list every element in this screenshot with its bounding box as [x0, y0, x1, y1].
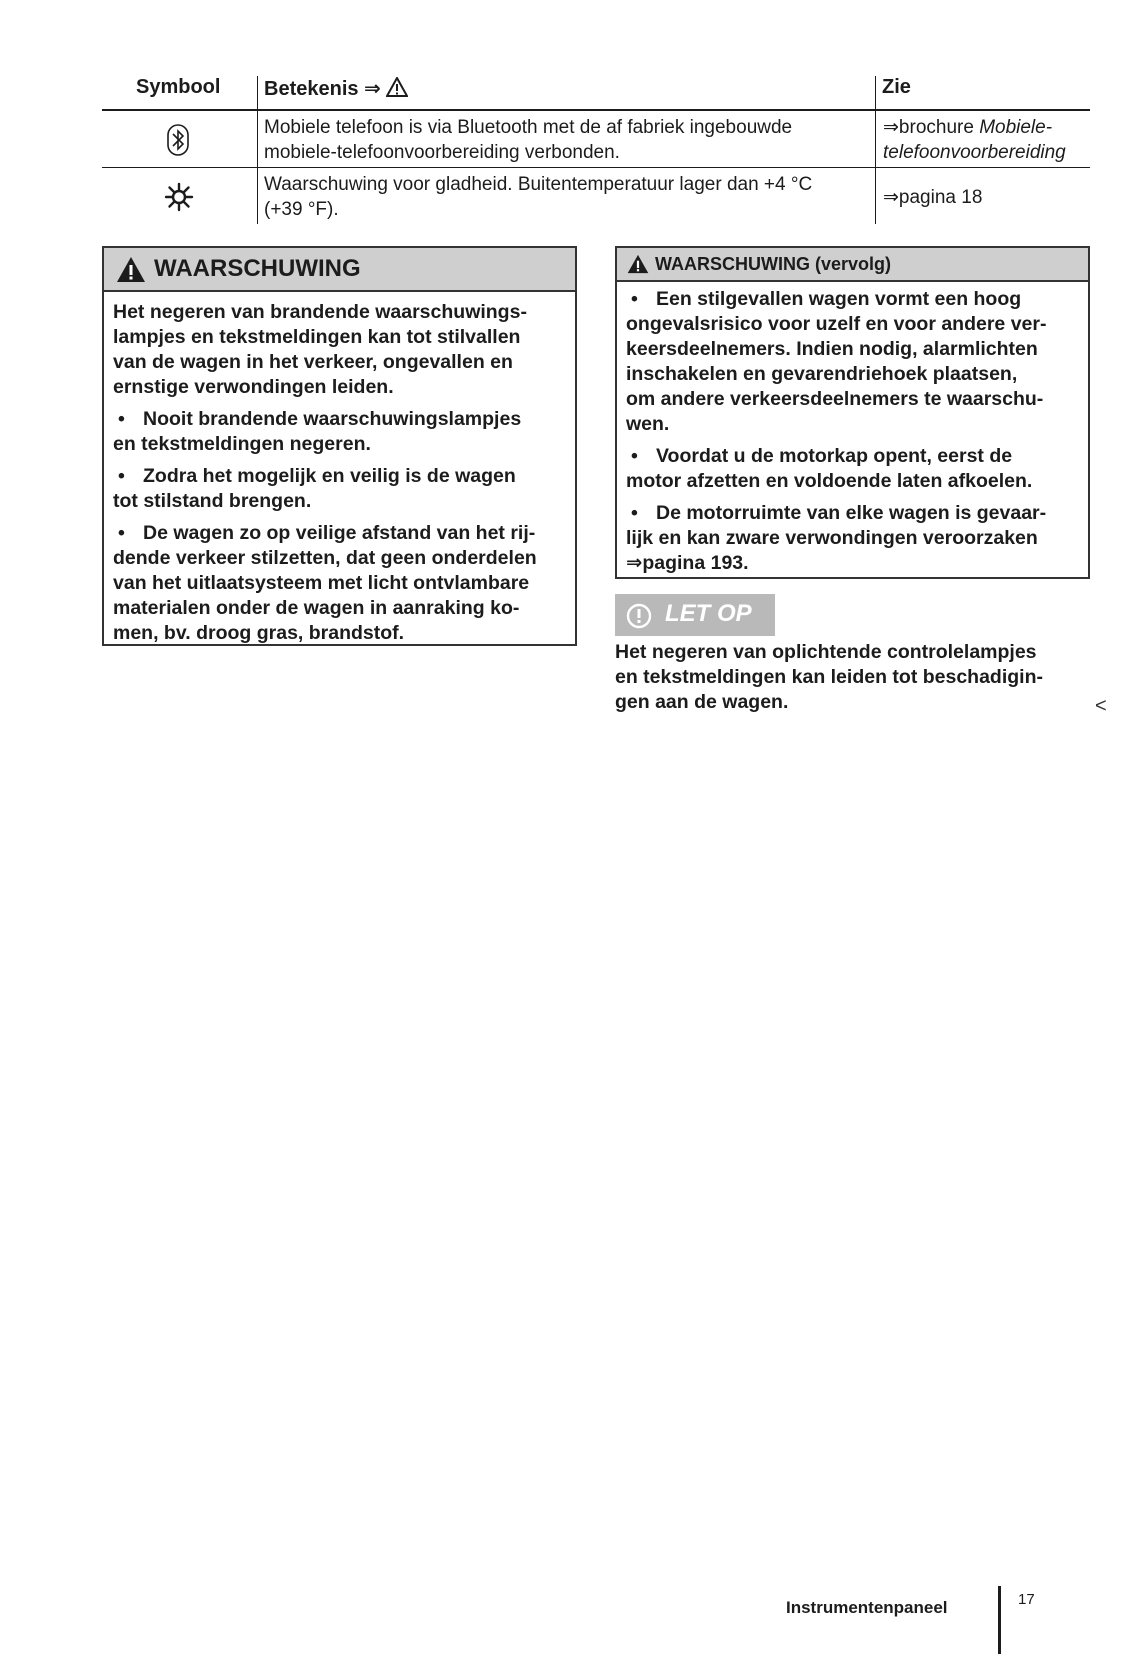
- warning-continued-box: [615, 246, 1090, 579]
- header-meaning: Betekenis ⇒: [264, 76, 408, 110]
- bullet-icon: •: [118, 408, 125, 430]
- page-reference[interactable]: ⇒pagina 193.: [626, 552, 749, 574]
- warning-body: [104, 292, 575, 646]
- footer-divider: [998, 1586, 1001, 1654]
- table-row-1-meaning: Mobiele telefoon is via Bluetooth met de af fabriek ingebouwde mobiele-telefoonvoorbereiding verbonden.: [264, 117, 793, 163]
- column-divider: [875, 76, 876, 224]
- page-number: 17: [1018, 1591, 1035, 1608]
- list-item: • De motorruimte van elke wagen is gevaar- lijk en kan zware verwondingen veroorzaken ⇒pagina 193.: [626, 502, 1047, 574]
- table-row-2-meaning: Waarschuwing voor gladheid. Buitentemperatuur lager dan +4 °C (+39 °F).: [264, 174, 813, 220]
- header-see: Zie: [882, 76, 911, 98]
- end-of-section-mark: <: [1095, 695, 1107, 717]
- bullet-icon: •: [631, 288, 638, 310]
- warning-title: WAARSCHUWING: [154, 255, 361, 282]
- warning-header: [104, 248, 575, 292]
- warning-triangle-icon: [627, 254, 649, 274]
- footer-section-title: Instrumentenpaneel: [786, 1598, 948, 1617]
- bullet-icon: •: [631, 502, 638, 524]
- warning-title: WAARSCHUWING (vervolg): [655, 254, 892, 274]
- note-header: [615, 594, 775, 636]
- header-rule: [102, 109, 1090, 111]
- note-body: Het negeren van oplichtende controlelampjes en tekstmeldingen kan leiden tot beschadigin- gen aan de wagen.: [615, 641, 1043, 713]
- list-item: • Zodra het mogelijk en veilig is de wagen tot stilstand brengen.: [113, 465, 516, 512]
- list-item: • Nooit brandende waarschuwingslampjes en tekstmeldingen negeren.: [113, 408, 522, 455]
- bluetooth-icon: [166, 123, 190, 157]
- table-row-2-symbol: [164, 182, 194, 217]
- header-symbol: Symbool: [136, 76, 221, 98]
- list-item: • De wagen zo op veilige afstand van het rij- dende verkeer stilzetten, dat geen onderdelen van het uitlaatsysteem met licht ontvlambare materialen onder de wagen in aanraking ko- men, bv. droog gras, brandstof.: [113, 522, 537, 644]
- list-item: • Een stilgevallen wagen vormt een hoog ongevalsrisico voor uzelf en voor andere ver- keersdeelnemers. Indien nodig, alarmlichten inschakelen en gevarendriehoek plaatsen, om andere verkeersdeelnemers te waarschu- wen.: [626, 288, 1047, 435]
- table-row-1-symbol: [166, 123, 190, 162]
- bullet-icon: •: [118, 522, 125, 544]
- warning-triangle-icon: [386, 77, 408, 97]
- bullet-icon: •: [631, 445, 638, 467]
- warning-body: [617, 282, 1088, 576]
- warning-intro: Het negeren van brandende waarschuwings- lampjes en tekstmeldingen kan tot stilvallen van de wagen in het verkeer, ongevallen en ernstige verwondingen leiden.: [113, 301, 527, 398]
- warning-box: [102, 246, 577, 646]
- row-rule: [102, 167, 1090, 168]
- column-divider: [257, 76, 258, 224]
- note-title: LET OP: [665, 600, 752, 627]
- table-row-1-see: ⇒brochure Mobiele- telefoonvoorbereiding: [883, 117, 1066, 163]
- list-item: • Voordat u de motorkap opent, eerst de motor afzetten en voldoende laten afkoelen.: [626, 445, 1033, 492]
- table-row-2-see: ⇒pagina 18: [883, 187, 983, 208]
- bullet-icon: •: [118, 465, 125, 487]
- snowflake-warning-icon: [164, 182, 194, 212]
- warning-triangle-icon: [116, 256, 146, 283]
- warning-header: [617, 248, 1088, 282]
- exclamation-circle-icon: [626, 603, 652, 629]
